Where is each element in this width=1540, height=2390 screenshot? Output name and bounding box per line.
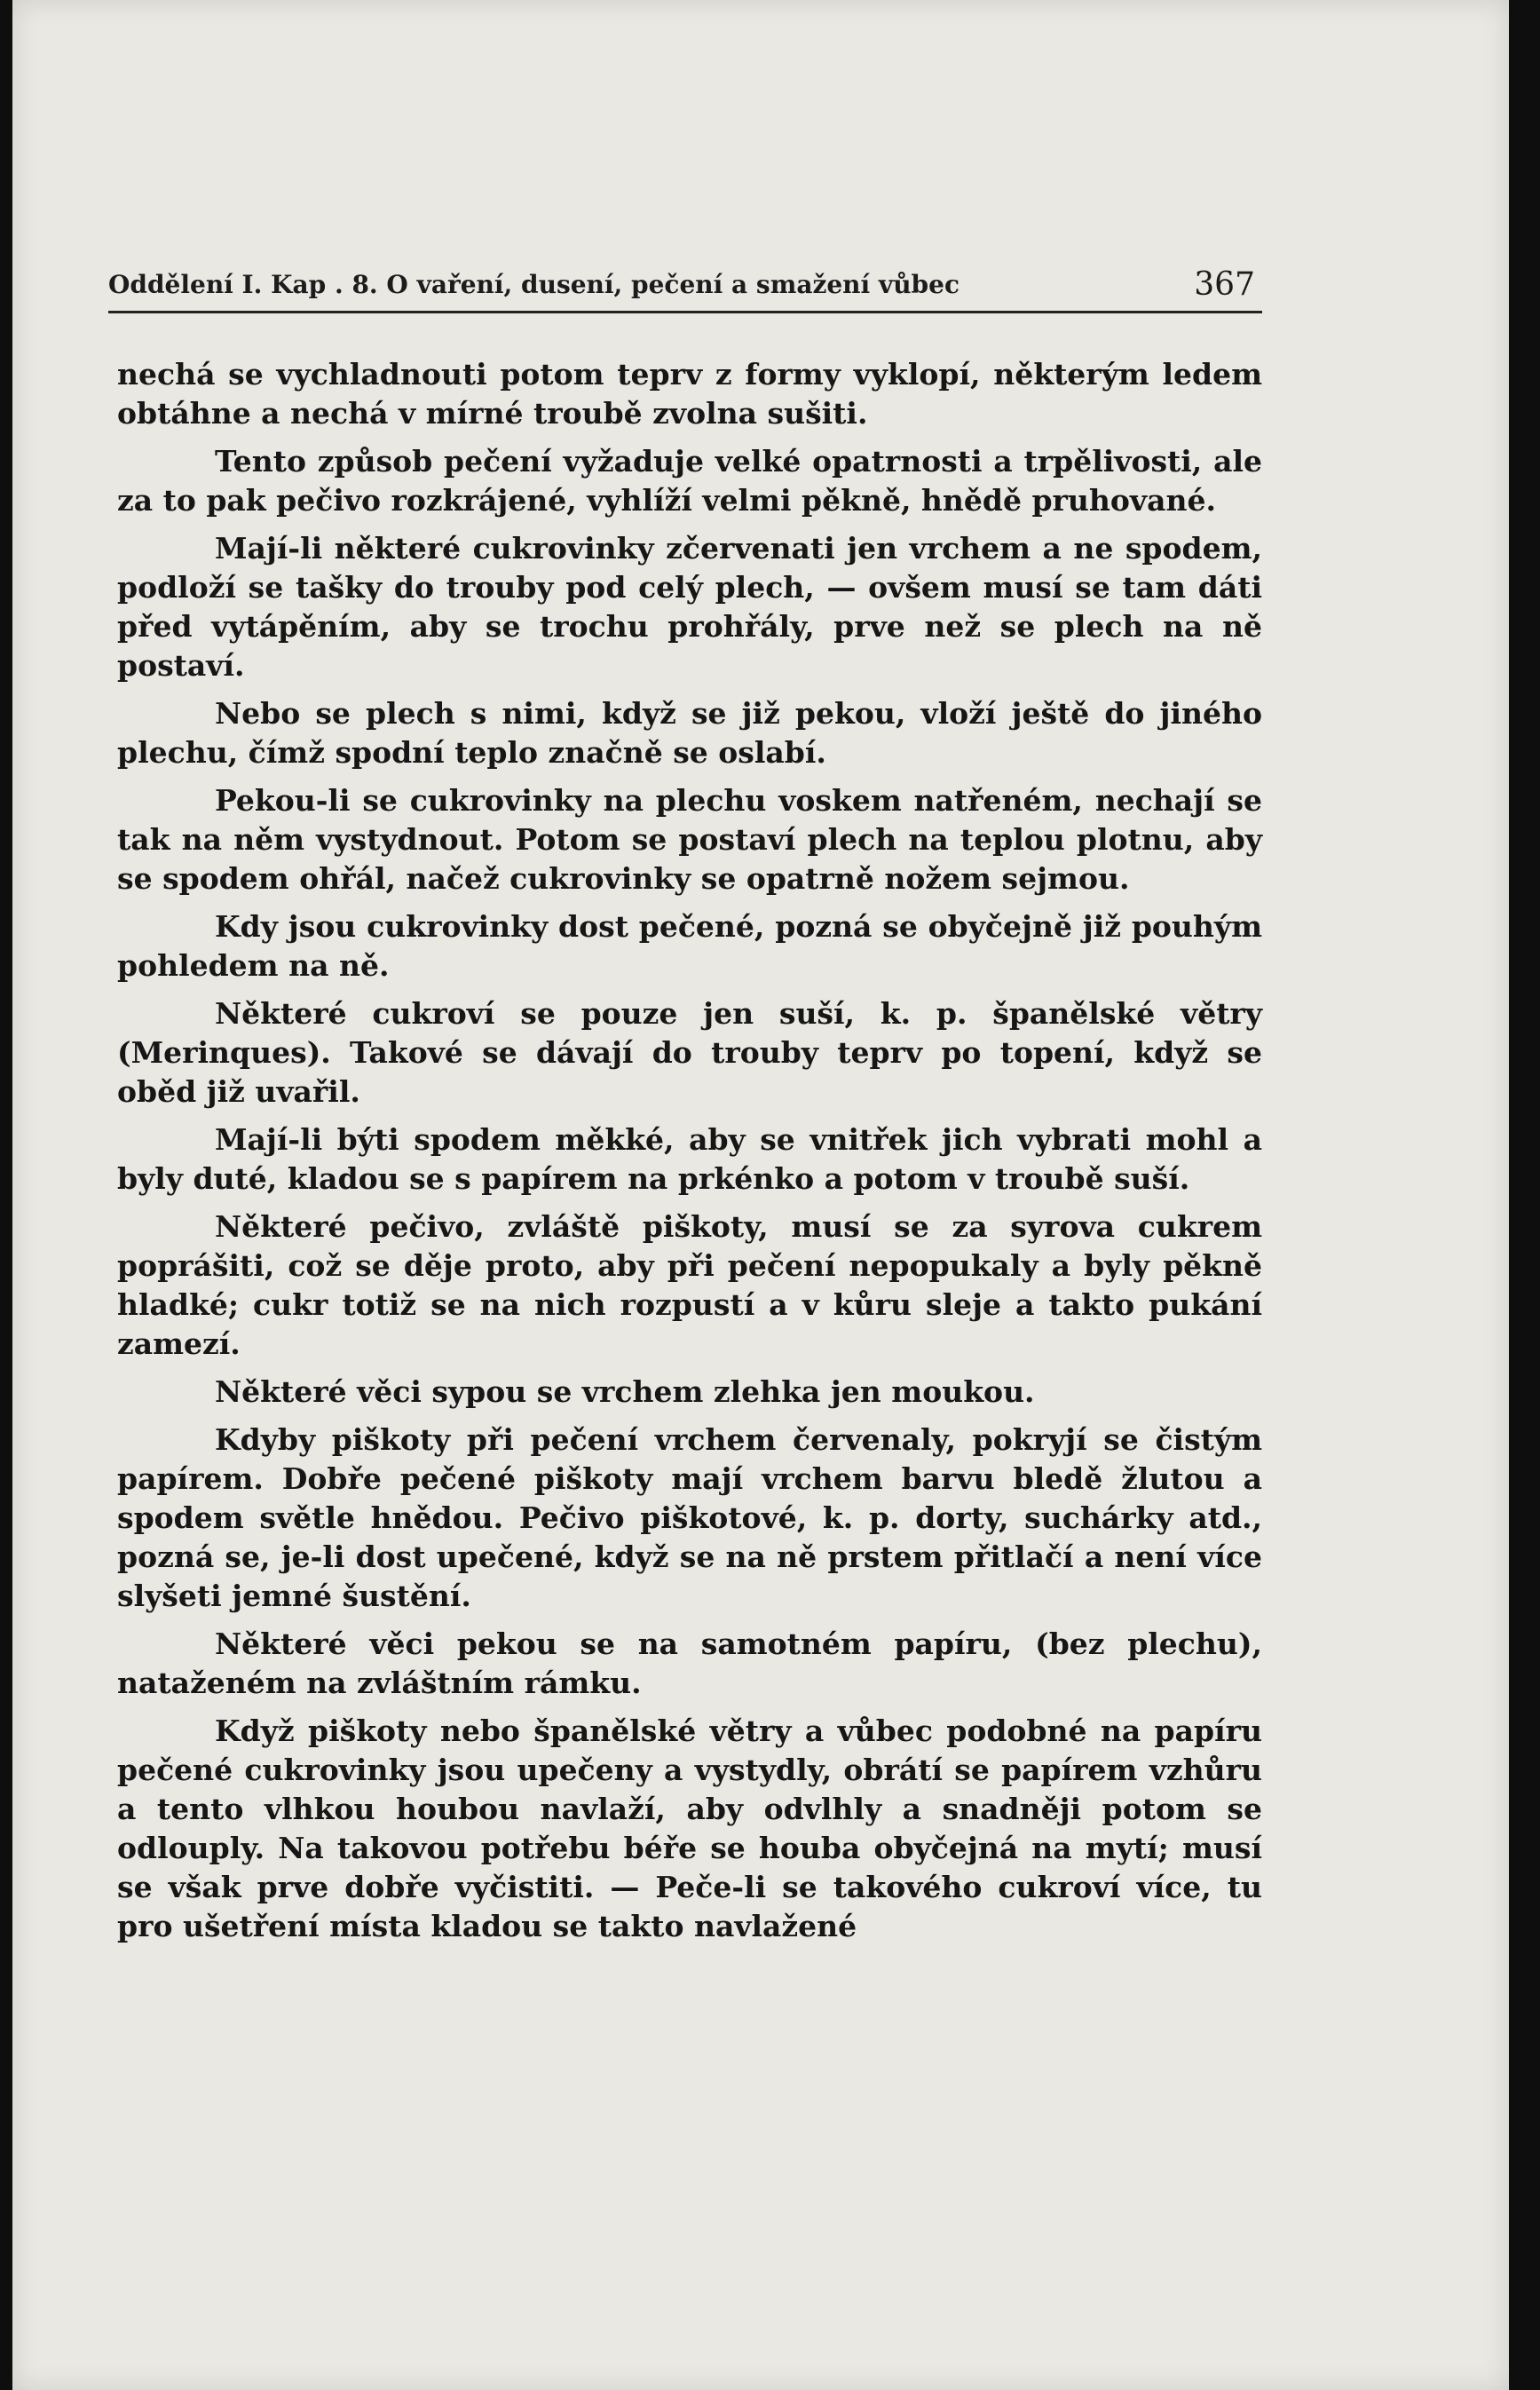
paragraph: Když piškoty nebo španělské větry a vůbec podobné na papíru pečené cukrovinky jsou upečeny a vystydly, obrátí se papírem vzhůru a tento vlhkou houbou navlaží, aby odvlhly a snadněji potom se odlouply. Na takovou potřebu béře se houba obyčejná na mytí; musí se však prve dobře vyčistiti. — Peče-li se takového cukroví více, tu pro ušetření místa kladou se takto navlažené bbox=[117, 1713, 1262, 1943]
book-page bbox=[12, 0, 1509, 2390]
running-header bbox=[108, 266, 1262, 311]
paragraph: Některé cukroví se pouze jen suší, k. p. španělské větry (Merinques). Takové se dávají do trouby teprv po topení, když se oběd již uvařil. bbox=[117, 996, 1262, 1109]
paragraph: Kdyby piškoty při pečení vrchem červenaly, pokryjí se čistým papírem. Dobře pečené piškoty mají vrchem barvu bledě žlutou a spodem světle hnědou. Pečivo piškotové, k. p. dorty, suchárky atd., pozná se, je-li dost upečené, když se na ně prstem přitlačí a není více slyšeti jemné šustění. bbox=[117, 1422, 1262, 1613]
paragraph: Kdy jsou cukrovinky dost pečené, pozná se obyčejně již pouhým pohledem na ně. bbox=[117, 909, 1262, 983]
page-number: 367 bbox=[1194, 266, 1255, 303]
paragraph: Některé pečivo, zvláště piškoty, musí se za syrova cukrem poprášiti, což se děje proto, aby při pečení nepopukaly a byly pěkně hladké; cukr totiž se na nich rozpustí a v kůru sleje a takto pukání zamezí. bbox=[117, 1209, 1262, 1361]
paragraph: Tento způsob pečení vyžaduje velké opatrnosti a trpělivosti, ale za to pak pečivo rozkrájené, vyhlíží velmi pěkně, hnědě pruhované. bbox=[117, 444, 1262, 518]
paragraph: Mají-li některé cukrovinky zčervenati jen vrchem a ne spodem, podloží se tašky do trouby pod celý plech, — ovšem musí se tam dáti před vytápěním, aby se trochu prohřály, prve než se plech na ně postaví. bbox=[117, 531, 1262, 683]
body-text bbox=[117, 355, 1262, 1955]
paragraph: Některé věci pekou se na samotném papíru, (bez plechu), nataženém na zvláštním rámku. bbox=[117, 1626, 1262, 1700]
paragraph: nechá se vychladnouti potom teprv z formy vyklopí, některým ledem obtáhne a nechá v mírné troubě zvolna sušiti. bbox=[117, 357, 1262, 431]
paragraph: Některé věci sypou se vrchem zlehka jen moukou. bbox=[215, 1374, 1035, 1409]
paragraph: Nebo se plech s nimi, když se již pekou, vloží ještě do jiného plechu, čímž spodní teplo značně se oslabí. bbox=[117, 696, 1262, 770]
header-rule bbox=[108, 311, 1262, 313]
paragraph: Mají-li býti spodem měkké, aby se vnitřek jich vybrati mohl a byly duté, kladou se s papírem na prkénko a potom v troubě suší. bbox=[117, 1122, 1262, 1196]
paragraph: Pekou-li se cukrovinky na plechu voskem natřeném, nechají se tak na něm vystydnout. Potom se postaví plech na teplou plotnu, aby se spodem ohřál, načež cukrovinky se opatrně nožem sejmou. bbox=[117, 783, 1262, 896]
chapter-title: Oddělení I. Kap . 8. O vaření, dusení, pečení a smažení vůbec bbox=[108, 270, 960, 299]
